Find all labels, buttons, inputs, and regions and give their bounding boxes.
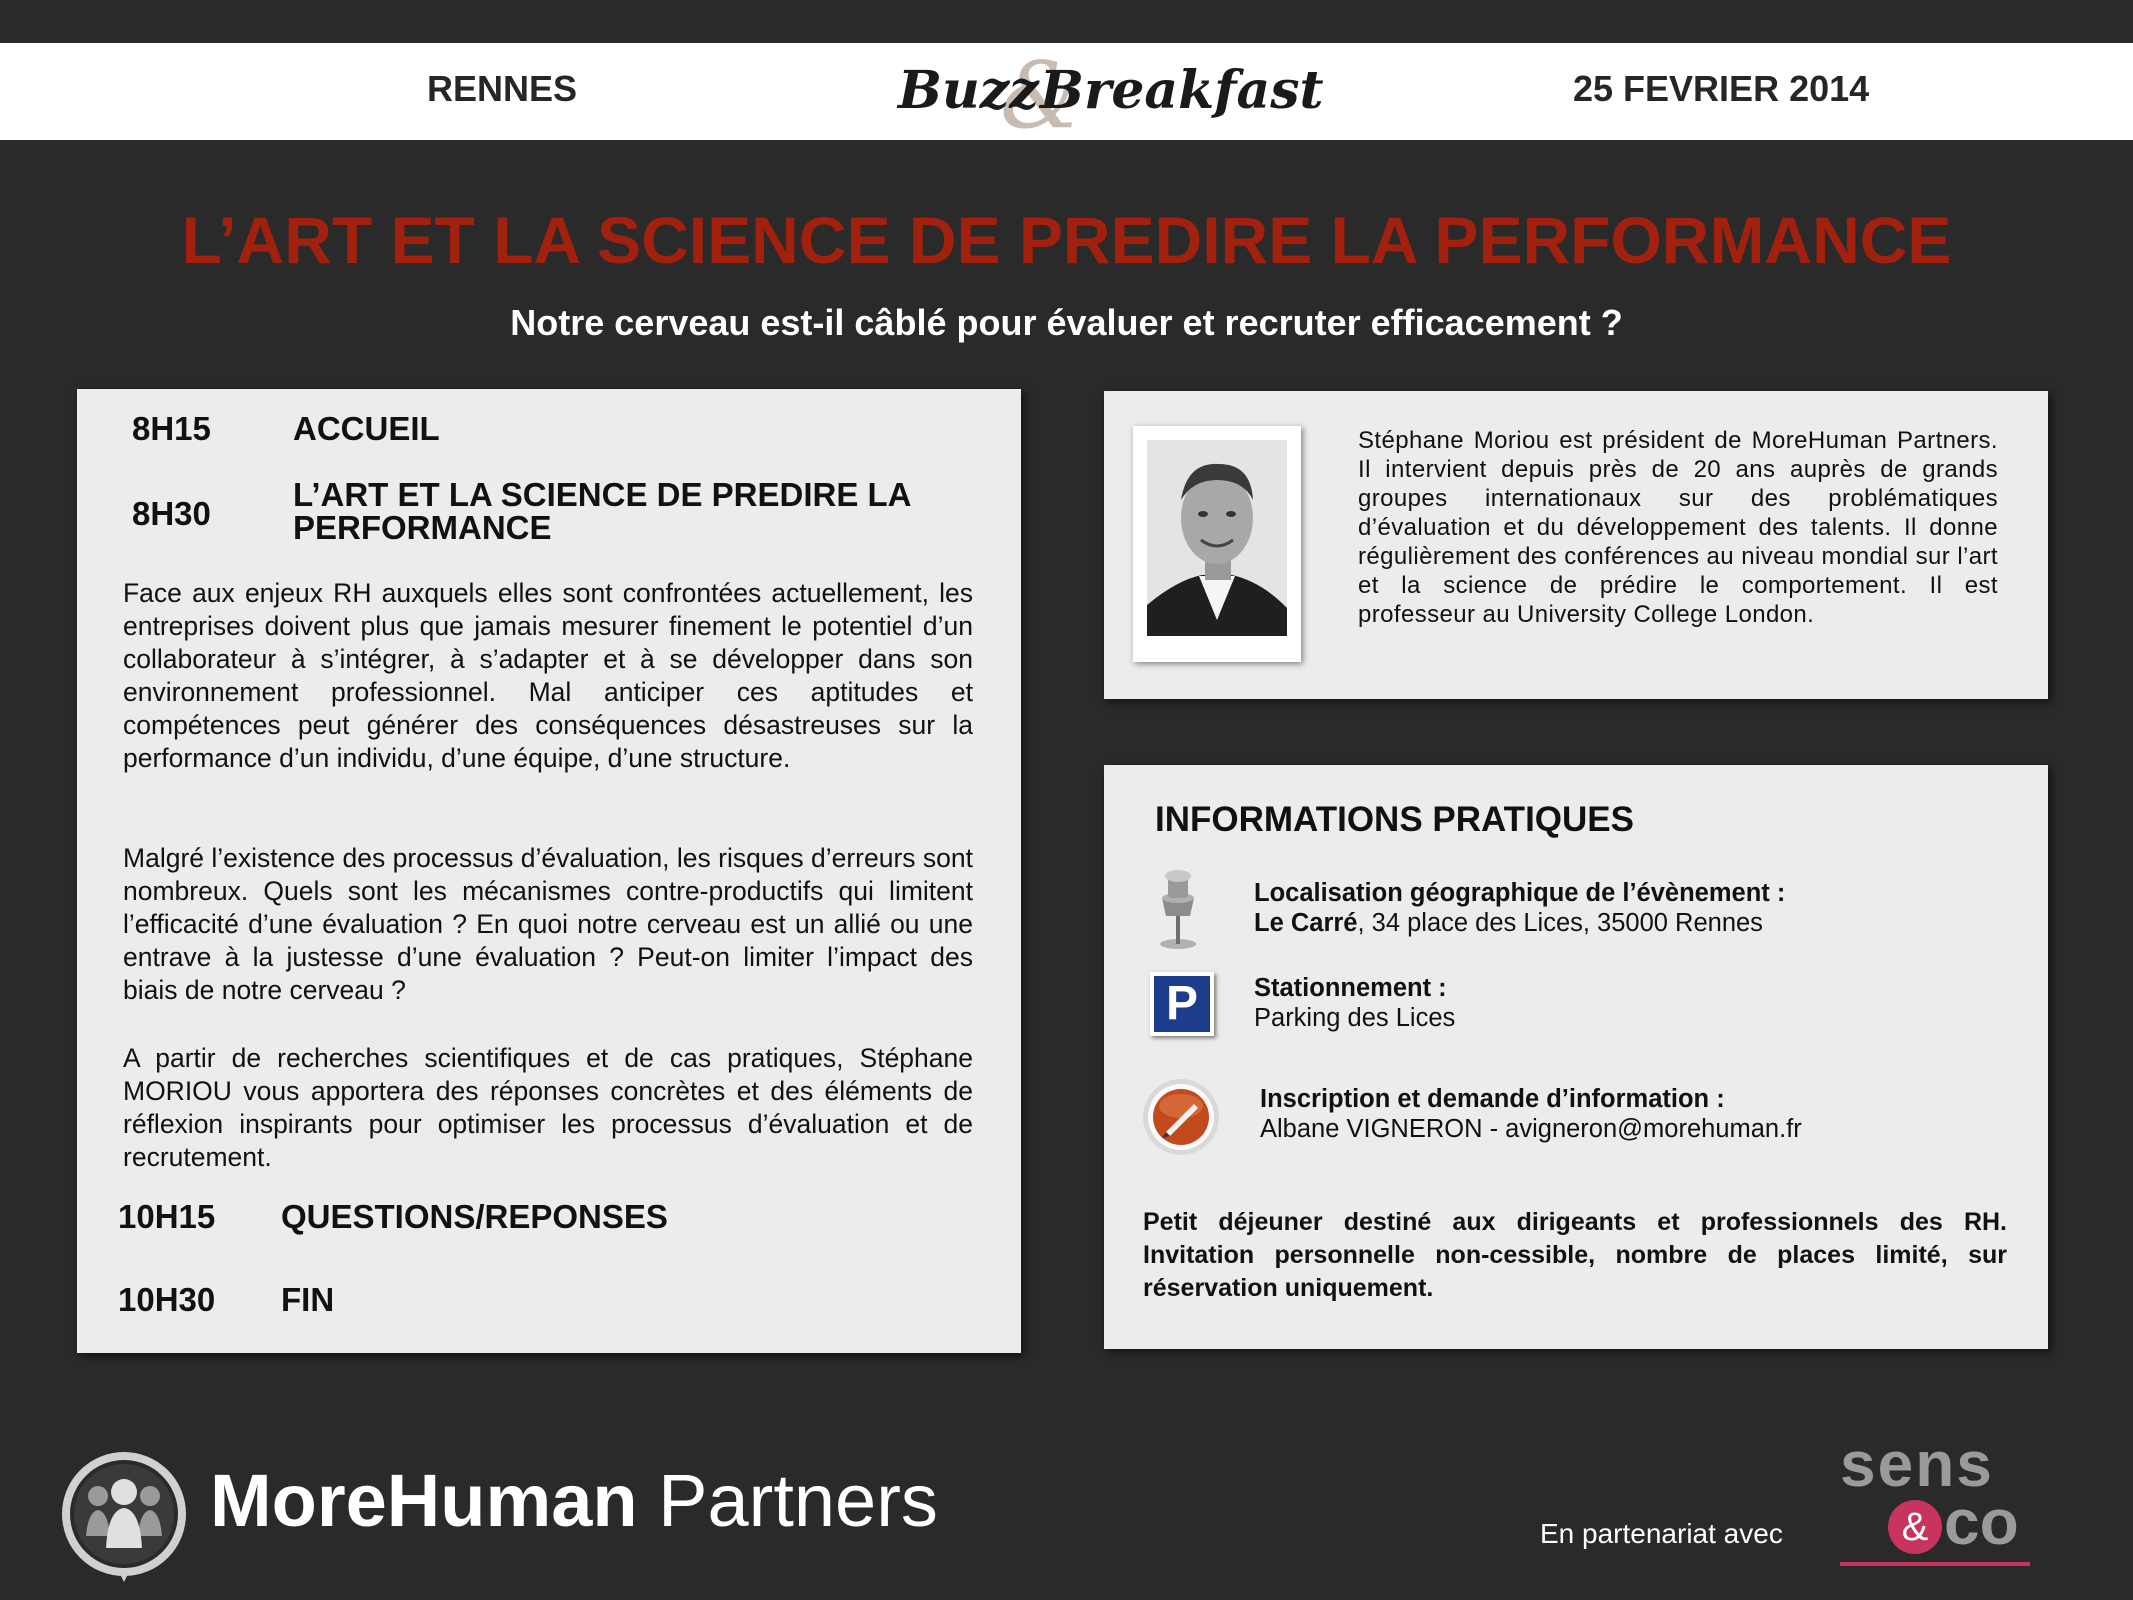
contact-info: Inscription et demande d’information : Albane VIGNERON - avigneron@morehuman.fr — [1260, 1085, 1802, 1143]
pen-icon — [1140, 1076, 1222, 1158]
info-title: INFORMATIONS PRATIQUES — [1155, 800, 1634, 839]
header-city: RENNES — [427, 68, 578, 109]
parking-info: Stationnement : Parking des Lices — [1254, 974, 1456, 1032]
speaker-photo — [1133, 426, 1301, 662]
schedule-label: ACCUEIL — [293, 410, 440, 447]
schedule-time: 10H30 — [118, 1281, 216, 1318]
schedule-paragraph: A partir de recherches scientifiques et de cas pratiques, Stéphane MORIOU vous apportera des réponses concrètes et des éléments de réflexion inspirants pour optimiser les processus d’évaluation et de recrutement. — [123, 1043, 973, 1172]
partner-text: En partenariat avec — [1540, 1518, 1783, 1549]
map-pin-icon — [1150, 868, 1206, 952]
info-note: Petit déjeuner destiné aux dirigeants et professionnels des RH. Invitation personnelle non-cessible, nombre de places limité, sur réservation uniquement. — [1143, 1208, 2007, 1302]
schedule-time: 10H15 — [118, 1198, 216, 1235]
schedule-paragraph: Face aux enjeux RH auxquels elles sont confrontées actuellement, les entreprises doivent plus que jamais mesurer finement le potentiel d’un collaborateur à s’intégrer, à s’adapter et à se développer dans son environnement professionnel. Mal anticiper ces aptitudes et compétences peut générer des conséquences désastreuses sur la performance d’un individu, d’une équipe, d’une structure. — [123, 578, 973, 773]
buzz-breakfast-logo: & Buzz Breakfast — [898, 42, 1324, 149]
page-subtitle: Notre cerveau est-il câblé pour évaluer et recruter efficacement ? — [510, 302, 1623, 343]
parking-icon: P — [1150, 972, 1214, 1036]
morehuman-logo-icon — [58, 1452, 190, 1584]
schedule-time: 8H30 — [132, 495, 211, 532]
schedule-paragraph: Malgré l’existence des processus d’évaluation, les risques d’erreurs sont nombreux. Quels sont les mécanismes contre-productifs qui limitent l’efficacité d’une évaluation ? En quoi notre cerveau est un allié ou une entrave à la justesse d’une évaluation ? Peut-on limiter l’impact des biais de notre cerveau ? — [123, 843, 973, 1005]
schedule-label: QUESTIONS/REPONSES — [281, 1198, 668, 1235]
page-title: L’ART ET LA SCIENCE DE PREDIRE LA PERFORMANCE — [181, 203, 1952, 277]
schedule-time: 8H15 — [132, 410, 211, 447]
header-date: 25 FEVRIER 2014 — [1573, 68, 1870, 109]
morehuman-brand: MoreHuman Partners — [210, 1459, 938, 1542]
speaker-bio-text: Stéphane Moriou est président de MoreHuman Partners. Il intervient depuis près de 20 ans auprès de grands groupes internationaux sur des problématiques d’évaluation et du développement des talents. Il donne régulièrement des conférences au niveau mondial sur l’art et la science de prédire le comportement. Il est professeur au University College London. — [1358, 427, 1998, 628]
sens-co-logo: sens & co — [1836, 1432, 2036, 1572]
location-info: Localisation géographique de l’évènement : Le Carré, 34 place des Lices, 35000 Rennes — [1254, 879, 1786, 937]
schedule-label: L’ART ET LA SCIENCE DE PREDIRE LA PERFORMANCE — [293, 476, 912, 546]
schedule-label: FIN — [281, 1281, 335, 1318]
